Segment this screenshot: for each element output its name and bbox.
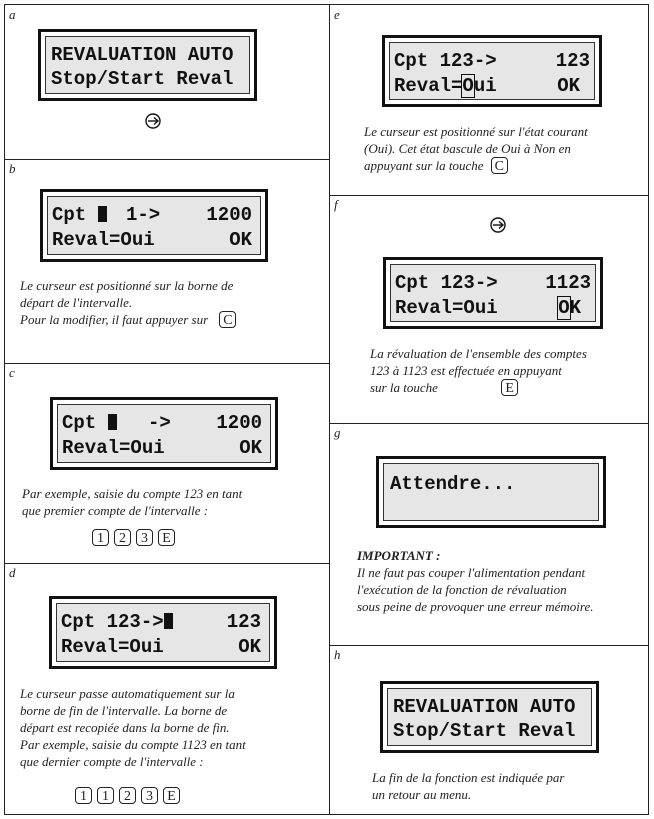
panel-text bbox=[372, 769, 634, 803]
panel-text bbox=[370, 345, 632, 396]
text-line: Le curseur est positionné sur la borne de bbox=[20, 278, 234, 293]
cursor-box: O bbox=[558, 297, 570, 319]
lcd-ok: OK bbox=[557, 75, 580, 97]
text-line: que dernier compte de l'intervalle : bbox=[20, 754, 204, 769]
panel-text bbox=[357, 547, 639, 615]
lcd-ok: OK bbox=[229, 229, 252, 251]
lcd-reval-rest: ui bbox=[473, 75, 497, 97]
lcd-cpt: Cpt bbox=[52, 204, 87, 226]
lcd-ok-rest: K bbox=[569, 297, 581, 319]
panel-e bbox=[330, 5, 648, 195]
lcd-range-start: 1-> bbox=[126, 204, 161, 226]
text-line: Le curseur passe automatiquement sur la bbox=[20, 686, 235, 701]
key-3: 3 bbox=[141, 787, 158, 804]
panel-d bbox=[5, 563, 329, 816]
panel-g bbox=[330, 423, 648, 645]
panel-f bbox=[330, 195, 648, 423]
key-1: 1 bbox=[75, 787, 92, 804]
panel-b bbox=[5, 159, 329, 363]
panel-label: a bbox=[9, 7, 16, 22]
text-line: départ est recopiée dans la borne de fin. bbox=[20, 720, 230, 735]
text-line: un retour au menu. bbox=[372, 787, 472, 802]
important-title: IMPORTANT : bbox=[357, 548, 441, 563]
lcd-range-end: 123 bbox=[555, 50, 590, 72]
key-sequence bbox=[92, 529, 180, 547]
panel-text bbox=[364, 123, 632, 174]
instruction-grid bbox=[4, 4, 649, 815]
panel-text bbox=[22, 485, 312, 519]
panel-c bbox=[5, 363, 329, 563]
lcd-display bbox=[376, 456, 606, 528]
text-line: Par exemple, saisie du compte 123 en tant bbox=[22, 486, 243, 501]
cursor-block bbox=[98, 206, 107, 222]
key-2: 2 bbox=[119, 787, 136, 804]
lcd-cpt: Cpt bbox=[62, 412, 97, 434]
panel-text bbox=[20, 277, 310, 328]
lcd-ok: OK bbox=[239, 437, 262, 459]
lcd-reval: Reval=Oui bbox=[61, 636, 164, 658]
lcd-display bbox=[49, 596, 277, 669]
text-line: Il ne faut pas couper l'alimentation pendant bbox=[357, 565, 586, 580]
key-c: C bbox=[491, 157, 508, 174]
lcd-line-1: REVALUATION AUTO bbox=[393, 696, 576, 718]
text-line: Le curseur est positionné sur l'état courant bbox=[364, 124, 588, 139]
text-line: l'exécution de la fonction de révaluation bbox=[357, 582, 567, 597]
text-line: (Oui). Cet état bascule de Oui à Non en bbox=[364, 141, 571, 156]
panel-label: h bbox=[334, 647, 341, 662]
text-line: que premier compte de l'intervalle : bbox=[22, 503, 209, 518]
lcd-cpt: Cpt 123-> bbox=[394, 50, 497, 72]
lcd-display bbox=[40, 189, 268, 262]
key-2: 2 bbox=[114, 529, 131, 546]
panel-label: e bbox=[334, 7, 340, 22]
cursor-block bbox=[164, 613, 173, 629]
panel-text bbox=[20, 685, 314, 770]
key-1: 1 bbox=[97, 787, 114, 804]
lcd-display bbox=[50, 397, 278, 470]
enter-arrow-icon bbox=[145, 113, 161, 129]
text-line: sur la touche bbox=[370, 380, 438, 395]
lcd-line-1: Attendre... bbox=[390, 473, 516, 495]
panel-h bbox=[330, 645, 648, 816]
enter-arrow-icon bbox=[490, 217, 506, 233]
lcd-line-1: REVALUATION AUTO bbox=[51, 44, 234, 66]
key-sequence bbox=[75, 787, 185, 805]
cursor-box: O bbox=[462, 75, 474, 97]
lcd-reval: Reval=Oui bbox=[395, 297, 498, 319]
lcd-reval: Reval= bbox=[394, 75, 463, 97]
text-line: appuyant sur la touche bbox=[364, 158, 484, 173]
lcd-arrow: -> bbox=[148, 412, 171, 434]
lcd-reval: Reval=Oui bbox=[52, 229, 155, 251]
panel-label: c bbox=[9, 365, 15, 380]
text-line: sous peine de provoquer une erreur mémoire. bbox=[357, 599, 594, 614]
lcd-cpt: Cpt 123-> bbox=[61, 611, 164, 633]
panel-label: d bbox=[9, 565, 16, 580]
lcd-display bbox=[382, 35, 602, 107]
lcd-reval: Reval=Oui bbox=[62, 437, 165, 459]
lcd-line-2: Stop/Start Reval bbox=[51, 68, 234, 90]
lcd-range-end: 1200 bbox=[216, 412, 262, 434]
panel-label: b bbox=[9, 161, 16, 176]
panel-label: f bbox=[334, 197, 338, 212]
lcd-display bbox=[383, 257, 603, 329]
key-e: E bbox=[158, 529, 175, 546]
lcd-ok: OK bbox=[238, 636, 261, 658]
key-e: E bbox=[163, 787, 180, 804]
lcd-line-2: Stop/Start Reval bbox=[393, 720, 576, 742]
lcd-display bbox=[380, 681, 599, 753]
text-line: La révaluation de l'ensemble des comptes bbox=[370, 346, 587, 361]
text-line: La fin de la fonction est indiquée par bbox=[372, 770, 565, 785]
lcd-range-end: 1200 bbox=[206, 204, 252, 226]
lcd-range-end: 1123 bbox=[545, 272, 591, 294]
key-1: 1 bbox=[92, 529, 109, 546]
key-3: 3 bbox=[136, 529, 153, 546]
key-e: E bbox=[501, 379, 518, 396]
text-line: Par exemple, saisie du compte 1123 en tant bbox=[20, 737, 246, 752]
cursor-block bbox=[108, 414, 117, 430]
text-line: départ de l'intervalle. bbox=[20, 295, 133, 310]
text-line: Pour la modifier, il faut appuyer sur bbox=[20, 312, 209, 327]
text-line: 123 à 1123 est effectuée en appuyant bbox=[370, 363, 562, 378]
text-line: borne de fin de l'intervalle. La borne de bbox=[20, 703, 228, 718]
lcd-cpt: Cpt 123-> bbox=[395, 272, 498, 294]
panel-a bbox=[5, 5, 329, 159]
panel-label: g bbox=[334, 425, 341, 440]
key-c: C bbox=[219, 311, 236, 328]
lcd-display bbox=[38, 29, 257, 101]
lcd-range-end: 123 bbox=[226, 611, 261, 633]
